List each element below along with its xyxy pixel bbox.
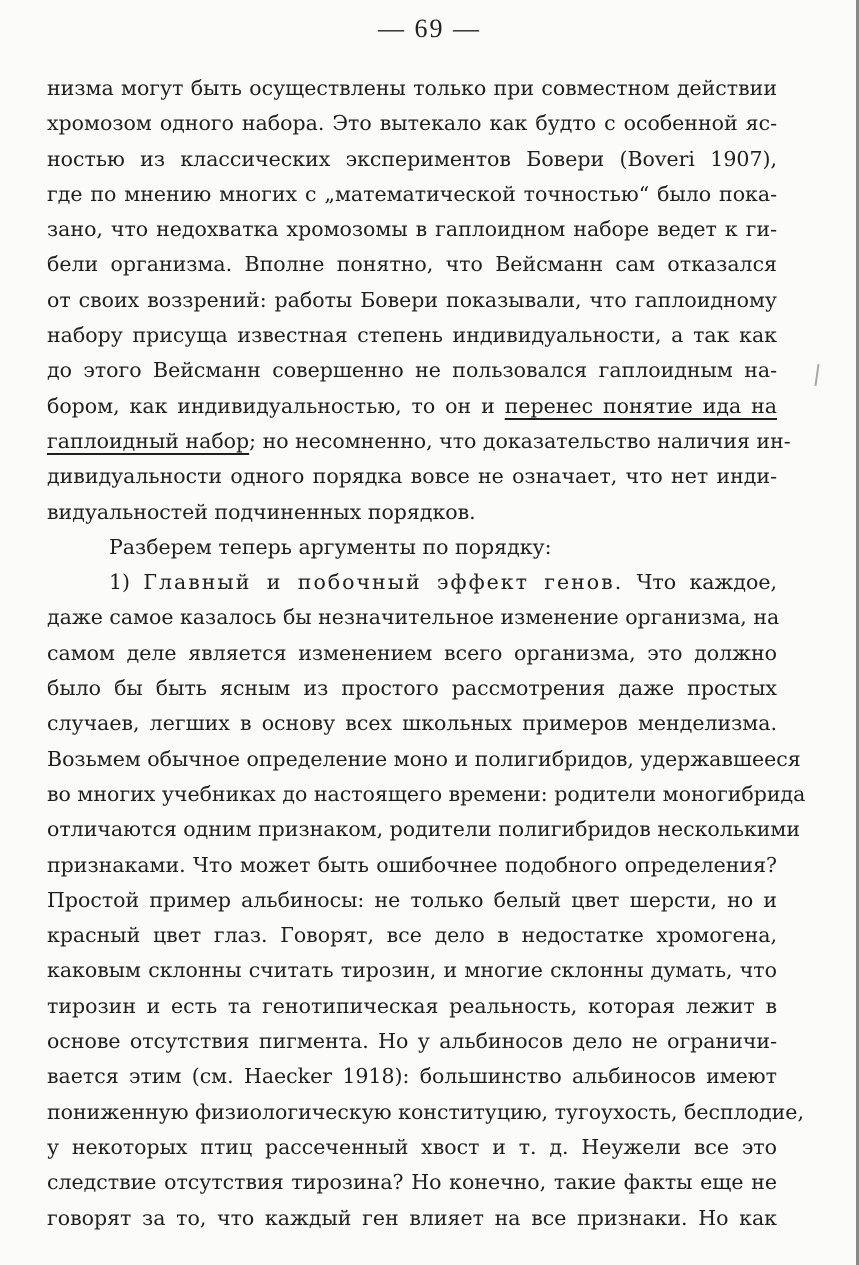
text-line: пониженную физиологическую конституцию, тугоухость, бесплодие, bbox=[47, 1099, 804, 1124]
text-line: самом деле является изменением всего организма, это должно bbox=[47, 640, 777, 665]
text-line: от своих воззрений: работы Бовери показывали, что гаплоидному bbox=[47, 287, 777, 312]
underlined-phrase: гаплоидный набор bbox=[47, 428, 250, 453]
underlined-phrase: перенес понятие ида на bbox=[504, 393, 777, 418]
text-line: где по мнению многих с „математической точностью“ было пока- bbox=[47, 181, 777, 206]
text-line: случаев, легших в основу всех школьных примеров менделизма. bbox=[47, 711, 777, 736]
text-line: видуальностей подчиненных порядков. bbox=[47, 499, 476, 524]
text-line: у некоторых птиц рассеченный хвост и т. д. Неужели все это bbox=[47, 1134, 777, 1159]
pencil-margin-mark bbox=[814, 364, 819, 386]
text-line: было бы быть ясным из простого рассмотрения даже простых bbox=[47, 676, 777, 701]
text-line: зано, что недохватка хромозомы в гаплоидном наборе ведет к ги- bbox=[47, 217, 777, 242]
text-line: каковым склонны считать тирозин, и многие склонны думать, что bbox=[47, 958, 777, 983]
text-line: хромозом одного набора. Это вытекало как будто с особенной яс- bbox=[47, 111, 777, 136]
text-line: вается этим (см. Haecker 1918): большинство альбиносов имеют bbox=[47, 1064, 777, 1089]
text-line: тирозин и есть та генотипическая реальность, которая лежит в bbox=[47, 993, 777, 1018]
text-fragment: бором, как индивидуальностью, то он и bbox=[47, 393, 505, 418]
text-fragment: Что каждое, bbox=[623, 570, 777, 595]
section-heading-line bbox=[47, 565, 777, 600]
text-line bbox=[47, 424, 791, 459]
text-line: низма могут быть осуществлены только при совместном действии bbox=[47, 76, 777, 100]
text-line: бели организма. Вполне понятно, что Вейсманн сам отказался bbox=[47, 252, 777, 277]
text-line: во многих учебниках до настоящего времени: родители моногибрида bbox=[47, 781, 806, 806]
text-line: даже самое казалось бы незначительное изменение организма, на bbox=[47, 605, 780, 630]
text-line: дивидуальности одного порядка вовсе не означает, что нет инди- bbox=[47, 464, 777, 489]
text-line: ностью из классических экспериментов Бовери (Boveri 1907), bbox=[47, 146, 777, 171]
text-line bbox=[47, 389, 777, 424]
text-line: Простой пример альбиносы: не только белый цвет шерсти, но и bbox=[47, 887, 777, 912]
text-line: красный цвет глаз. Говорят, все дело в недостатке хромогена, bbox=[47, 923, 777, 948]
text-line: до этого Вейсманн совершенно не пользовался гаплоидным на- bbox=[47, 358, 777, 383]
body-text bbox=[47, 71, 806, 1236]
text-fragment: ; но несомненно, что доказательство наличия ин- bbox=[249, 428, 791, 453]
paragraph-start: Разберем теперь аргументы по порядку: bbox=[109, 534, 552, 559]
page-number: — 69 — bbox=[378, 14, 481, 43]
text-line: признаками. Что может быть ошибочнее подобного определения? bbox=[47, 852, 777, 877]
text-line: основе отсутствия пигмента. Но у альбиносов дело не ограничи- bbox=[47, 1029, 777, 1054]
section-heading: Главный и побочный эффект генов. bbox=[143, 570, 624, 595]
text-line: Возьмем обычное определение моно и полигибридов, удержавшееся bbox=[47, 746, 801, 771]
list-number: 1) bbox=[109, 570, 144, 595]
text-line: говорят за то, что каждый ген влияет на все признаки. Но как bbox=[47, 1205, 777, 1230]
text-line: набору присуща известная степень индивидуальности, а так как bbox=[47, 323, 777, 348]
text-line: следствие отсутствия тирозина? Но конечно, такие факты еще не bbox=[47, 1170, 777, 1195]
text-line: отличаются одним признаком, родители полигибридов несколькими bbox=[47, 817, 801, 842]
